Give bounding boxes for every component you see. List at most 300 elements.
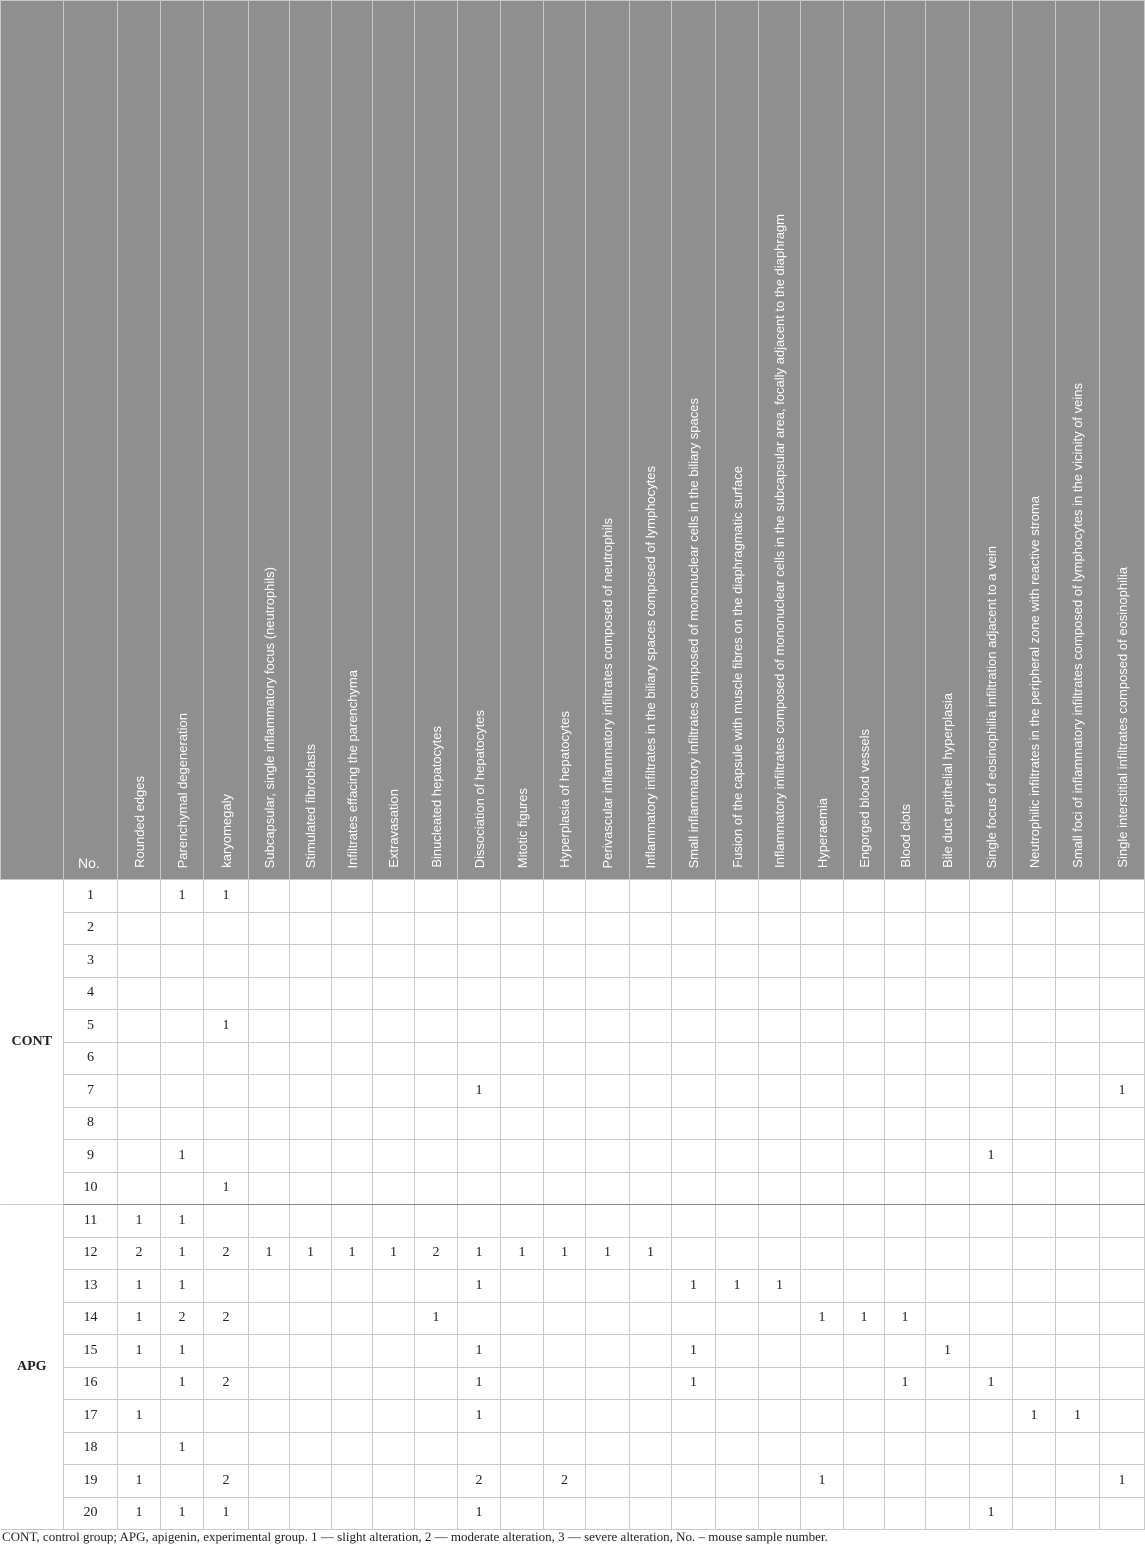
score-cell [458, 1107, 501, 1140]
score-cell [415, 1075, 458, 1108]
table-row [1, 1432, 1145, 1465]
score-cell [373, 1400, 415, 1433]
score-cell [801, 1107, 844, 1140]
score-cell [926, 1465, 970, 1498]
score-cell [1100, 1367, 1145, 1400]
table-row [1, 1205, 1145, 1238]
sample-number: 3 [64, 945, 118, 978]
score-cell [759, 1302, 801, 1335]
column-header [801, 1, 844, 880]
score-cell [1056, 945, 1100, 978]
column-header [844, 1, 885, 880]
column-header-label: Fusion of the capsule with muscle fibres on the diaphragmatic surface [729, 466, 745, 868]
score-cell [332, 1465, 373, 1498]
score-cell [501, 1140, 544, 1173]
score-cell [630, 1107, 672, 1140]
score-cell [290, 1497, 332, 1530]
score-cell [415, 1497, 458, 1530]
score-cell [926, 1432, 970, 1465]
score-cell [885, 1237, 926, 1270]
score-cell: 1 [970, 1367, 1013, 1400]
score-cell [586, 945, 630, 978]
score-cell [373, 1075, 415, 1108]
column-header [204, 1, 249, 880]
score-cell [249, 1270, 290, 1303]
score-cell [844, 1497, 885, 1530]
table-row [1, 1042, 1145, 1075]
column-header-label: Extravasation [386, 789, 401, 868]
score-cell [1013, 1140, 1056, 1173]
score-cell: 1 [801, 1302, 844, 1335]
score-cell [885, 880, 926, 913]
score-cell: 2 [204, 1302, 249, 1335]
score-cell [630, 912, 672, 945]
score-cell [373, 1042, 415, 1075]
score-cell [926, 1302, 970, 1335]
score-cell [1013, 1432, 1056, 1465]
score-cell [630, 880, 672, 913]
score-cell [373, 1140, 415, 1173]
score-cell [716, 1432, 759, 1465]
score-cell [249, 1400, 290, 1433]
column-header-label: Blood clots [897, 804, 913, 868]
score-cell [1013, 880, 1056, 913]
score-cell [1056, 1465, 1100, 1498]
score-cell [290, 1075, 332, 1108]
score-cell [118, 880, 161, 913]
score-cell [672, 1010, 716, 1043]
column-header [249, 1, 290, 880]
score-cell [844, 1400, 885, 1433]
score-cell [759, 1465, 801, 1498]
score-cell [290, 1042, 332, 1075]
score-cell [926, 1042, 970, 1075]
score-cell [630, 945, 672, 978]
score-cell [544, 1172, 586, 1205]
score-cell [290, 977, 332, 1010]
column-header [161, 1, 204, 880]
score-cell [204, 1205, 249, 1238]
score-cell [373, 1172, 415, 1205]
score-cell: 1 [118, 1302, 161, 1335]
table-row [1, 945, 1145, 978]
score-cell [290, 1107, 332, 1140]
score-cell [1056, 1367, 1100, 1400]
score-cell [1100, 1010, 1145, 1043]
score-cell [759, 1205, 801, 1238]
table-row [1, 1270, 1145, 1303]
column-header [885, 1, 926, 880]
score-cell: 1 [458, 1335, 501, 1368]
score-cell [332, 1302, 373, 1335]
score-cell [458, 1302, 501, 1335]
score-cell [1013, 1042, 1056, 1075]
score-cell: 2 [161, 1302, 204, 1335]
score-cell: 1 [544, 1237, 586, 1270]
column-header [501, 1, 544, 880]
score-cell [970, 1107, 1013, 1140]
score-cell [1100, 1237, 1145, 1270]
score-cell [630, 1010, 672, 1043]
score-cell: 1 [204, 1172, 249, 1205]
score-cell [415, 1335, 458, 1368]
score-cell [1100, 1497, 1145, 1530]
score-cell [844, 1010, 885, 1043]
score-cell [716, 1335, 759, 1368]
score-cell: 1 [161, 1270, 204, 1303]
group-label: CONT [1, 880, 64, 1205]
score-cell [249, 1335, 290, 1368]
score-cell [759, 1010, 801, 1043]
column-header-label: Dissociation of hepatocytes [471, 709, 487, 868]
score-cell [885, 1042, 926, 1075]
score-cell: 1 [926, 1335, 970, 1368]
score-cell [586, 1107, 630, 1140]
score-cell [672, 880, 716, 913]
score-cell [885, 1400, 926, 1433]
score-cell [926, 1237, 970, 1270]
score-cell [249, 1432, 290, 1465]
sample-number: 16 [64, 1367, 118, 1400]
score-cell [672, 1205, 716, 1238]
score-cell [249, 1107, 290, 1140]
score-cell [458, 1205, 501, 1238]
score-cell [161, 1107, 204, 1140]
score-cell [118, 945, 161, 978]
score-cell [118, 1107, 161, 1140]
score-cell [373, 912, 415, 945]
score-cell [586, 1497, 630, 1530]
score-cell [1056, 912, 1100, 945]
score-cell [1056, 1042, 1100, 1075]
score-cell [544, 977, 586, 1010]
column-header [1100, 1, 1145, 880]
score-cell [672, 1465, 716, 1498]
score-cell: 1 [290, 1237, 332, 1270]
score-cell [586, 1270, 630, 1303]
score-cell [1013, 1465, 1056, 1498]
score-cell [1056, 1432, 1100, 1465]
score-cell [373, 1335, 415, 1368]
score-cell [970, 1432, 1013, 1465]
sample-number: 4 [64, 977, 118, 1010]
score-cell [844, 1140, 885, 1173]
score-cell [672, 1400, 716, 1433]
score-cell [759, 1172, 801, 1205]
score-cell [118, 912, 161, 945]
score-cell [1013, 1335, 1056, 1368]
score-cell [630, 1432, 672, 1465]
score-cell [249, 1075, 290, 1108]
score-cell [373, 977, 415, 1010]
score-cell [1056, 880, 1100, 913]
score-cell [801, 1042, 844, 1075]
score-cell [844, 1107, 885, 1140]
score-cell: 1 [204, 880, 249, 913]
score-cell [926, 1140, 970, 1173]
score-cell [118, 977, 161, 1010]
score-cell [801, 1172, 844, 1205]
score-cell [544, 912, 586, 945]
score-cell [926, 880, 970, 913]
column-header-label: Neutrophilic infiltrates in the peripheral zone with reactive stroma [1026, 495, 1042, 868]
score-cell [415, 1432, 458, 1465]
score-cell [501, 912, 544, 945]
score-cell: 1 [970, 1497, 1013, 1530]
score-cell: 1 [672, 1367, 716, 1400]
score-cell [373, 1367, 415, 1400]
score-cell [926, 1400, 970, 1433]
score-cell [672, 1497, 716, 1530]
score-cell [885, 1335, 926, 1368]
score-cell [501, 1432, 544, 1465]
score-cell [970, 1465, 1013, 1498]
score-cell [415, 1400, 458, 1433]
score-cell [332, 1205, 373, 1238]
score-cell [249, 1302, 290, 1335]
column-header [759, 1, 801, 880]
score-cell [926, 1367, 970, 1400]
score-cell [716, 945, 759, 978]
score-cell [415, 1367, 458, 1400]
score-cell [290, 1270, 332, 1303]
score-cell: 1 [586, 1237, 630, 1270]
score-cell [544, 945, 586, 978]
score-cell [249, 1367, 290, 1400]
score-cell [716, 1465, 759, 1498]
score-cell [1056, 1302, 1100, 1335]
score-cell [1100, 1335, 1145, 1368]
score-cell [1013, 945, 1056, 978]
score-cell [801, 1367, 844, 1400]
score-cell [544, 1270, 586, 1303]
column-header-label: Single focus of eosinophilia infiltration adjacent to a vein [983, 545, 999, 868]
score-cell [970, 1042, 1013, 1075]
score-cell [290, 880, 332, 913]
score-cell [801, 1140, 844, 1173]
score-cell [970, 1270, 1013, 1303]
score-cell [630, 1140, 672, 1173]
score-cell [1056, 1107, 1100, 1140]
score-cell [118, 1432, 161, 1465]
score-cell [1013, 1367, 1056, 1400]
score-cell [249, 1205, 290, 1238]
column-header-label: Single interstitial infiltrates composed of eosinophilia [1114, 567, 1130, 868]
score-cell [373, 1497, 415, 1530]
score-cell [844, 977, 885, 1010]
column-header-label: Engorged blood vessels [856, 729, 872, 868]
score-cell [844, 1367, 885, 1400]
score-cell [586, 912, 630, 945]
score-cell [332, 1497, 373, 1530]
score-cell [586, 1042, 630, 1075]
score-cell: 1 [501, 1237, 544, 1270]
score-cell [161, 1172, 204, 1205]
score-cell [458, 1042, 501, 1075]
score-cell [332, 1107, 373, 1140]
table-row [1, 1172, 1145, 1205]
score-cell [759, 1075, 801, 1108]
score-cell [970, 977, 1013, 1010]
score-cell [586, 1432, 630, 1465]
score-cell [544, 1075, 586, 1108]
score-cell [118, 1042, 161, 1075]
score-cell [716, 1140, 759, 1173]
score-cell [885, 1270, 926, 1303]
score-cell [716, 1205, 759, 1238]
score-cell [458, 912, 501, 945]
sample-number: 15 [64, 1335, 118, 1368]
score-cell [885, 1075, 926, 1108]
score-cell [844, 1237, 885, 1270]
score-cell [844, 1465, 885, 1498]
score-cell [501, 1497, 544, 1530]
score-cell [204, 1042, 249, 1075]
table-row [1, 1010, 1145, 1043]
score-cell [801, 1205, 844, 1238]
score-cell [501, 1042, 544, 1075]
score-cell [161, 977, 204, 1010]
column-header [290, 1, 332, 880]
score-cell [161, 1042, 204, 1075]
score-cell: 1 [458, 1400, 501, 1433]
score-cell [759, 1432, 801, 1465]
score-cell [885, 1107, 926, 1140]
score-cell [249, 945, 290, 978]
score-cell [586, 1400, 630, 1433]
score-cell [716, 1237, 759, 1270]
score-cell: 1 [161, 1432, 204, 1465]
score-cell [630, 1205, 672, 1238]
column-header-label: Subcapsular, single inflammatory focus (neutrophils) [261, 566, 277, 868]
score-cell [415, 977, 458, 1010]
sample-number: 12 [64, 1237, 118, 1270]
score-cell [586, 977, 630, 1010]
score-cell [586, 1140, 630, 1173]
score-cell [501, 1107, 544, 1140]
score-cell [630, 1302, 672, 1335]
score-cell: 1 [885, 1302, 926, 1335]
score-cell [458, 1432, 501, 1465]
score-cell [630, 1042, 672, 1075]
table-row [1, 1302, 1145, 1335]
column-header [586, 1, 630, 880]
score-cell [759, 1042, 801, 1075]
score-cell [759, 1140, 801, 1173]
score-cell: 2 [204, 1367, 249, 1400]
score-cell [844, 1042, 885, 1075]
score-cell [801, 1497, 844, 1530]
score-cell [1013, 1075, 1056, 1108]
score-cell [501, 1465, 544, 1498]
score-cell [544, 1302, 586, 1335]
score-cell [1013, 1107, 1056, 1140]
score-cell [970, 912, 1013, 945]
score-cell [501, 1172, 544, 1205]
score-cell [844, 912, 885, 945]
score-cell [415, 1042, 458, 1075]
score-cell [801, 977, 844, 1010]
score-cell [630, 1465, 672, 1498]
score-cell [759, 1237, 801, 1270]
score-cell [716, 880, 759, 913]
score-cell [672, 1237, 716, 1270]
score-cell [415, 1465, 458, 1498]
score-cell [1100, 1140, 1145, 1173]
score-cell [759, 1400, 801, 1433]
score-cell [801, 1075, 844, 1108]
score-cell [926, 1075, 970, 1108]
score-cell [544, 1432, 586, 1465]
score-cell [290, 945, 332, 978]
score-cell: 1 [161, 1497, 204, 1530]
score-cell [759, 912, 801, 945]
score-cell: 1 [801, 1465, 844, 1498]
score-cell [501, 1400, 544, 1433]
score-cell [501, 977, 544, 1010]
column-header [716, 1, 759, 880]
score-cell: 1 [161, 1335, 204, 1368]
score-cell [801, 1270, 844, 1303]
score-cell [249, 1140, 290, 1173]
score-cell [249, 977, 290, 1010]
score-cell [332, 945, 373, 978]
score-cell [290, 1205, 332, 1238]
score-cell [204, 1335, 249, 1368]
score-cell [544, 1335, 586, 1368]
sample-number: 18 [64, 1432, 118, 1465]
score-cell [926, 1172, 970, 1205]
score-cell [801, 1400, 844, 1433]
score-cell: 2 [458, 1465, 501, 1498]
score-cell [161, 1010, 204, 1043]
score-cell [586, 1010, 630, 1043]
score-cell [926, 945, 970, 978]
score-cell [1100, 1172, 1145, 1205]
score-cell [672, 1042, 716, 1075]
sample-number: 9 [64, 1140, 118, 1173]
sample-number: 2 [64, 912, 118, 945]
score-cell [716, 1010, 759, 1043]
table-row [1, 1335, 1145, 1368]
column-header [373, 1, 415, 880]
score-cell [1013, 1270, 1056, 1303]
score-cell [844, 1270, 885, 1303]
sample-number: 6 [64, 1042, 118, 1075]
table-row [1, 1367, 1145, 1400]
score-cell [586, 1172, 630, 1205]
score-cell [759, 1335, 801, 1368]
score-cell: 1 [672, 1270, 716, 1303]
score-cell [332, 1335, 373, 1368]
column-header-label: Stimulated fibroblasts [303, 743, 318, 868]
score-cell [373, 945, 415, 978]
score-cell [970, 880, 1013, 913]
score-cell [458, 977, 501, 1010]
score-cell [630, 977, 672, 1010]
score-cell [332, 1367, 373, 1400]
score-cell [501, 945, 544, 978]
score-cell [544, 1010, 586, 1043]
score-cell [501, 1075, 544, 1108]
score-cell [672, 912, 716, 945]
score-cell [844, 945, 885, 978]
score-cell: 1 [332, 1237, 373, 1270]
score-cell [885, 1205, 926, 1238]
sample-number: 17 [64, 1400, 118, 1433]
score-cell [458, 1172, 501, 1205]
score-cell [1013, 1205, 1056, 1238]
